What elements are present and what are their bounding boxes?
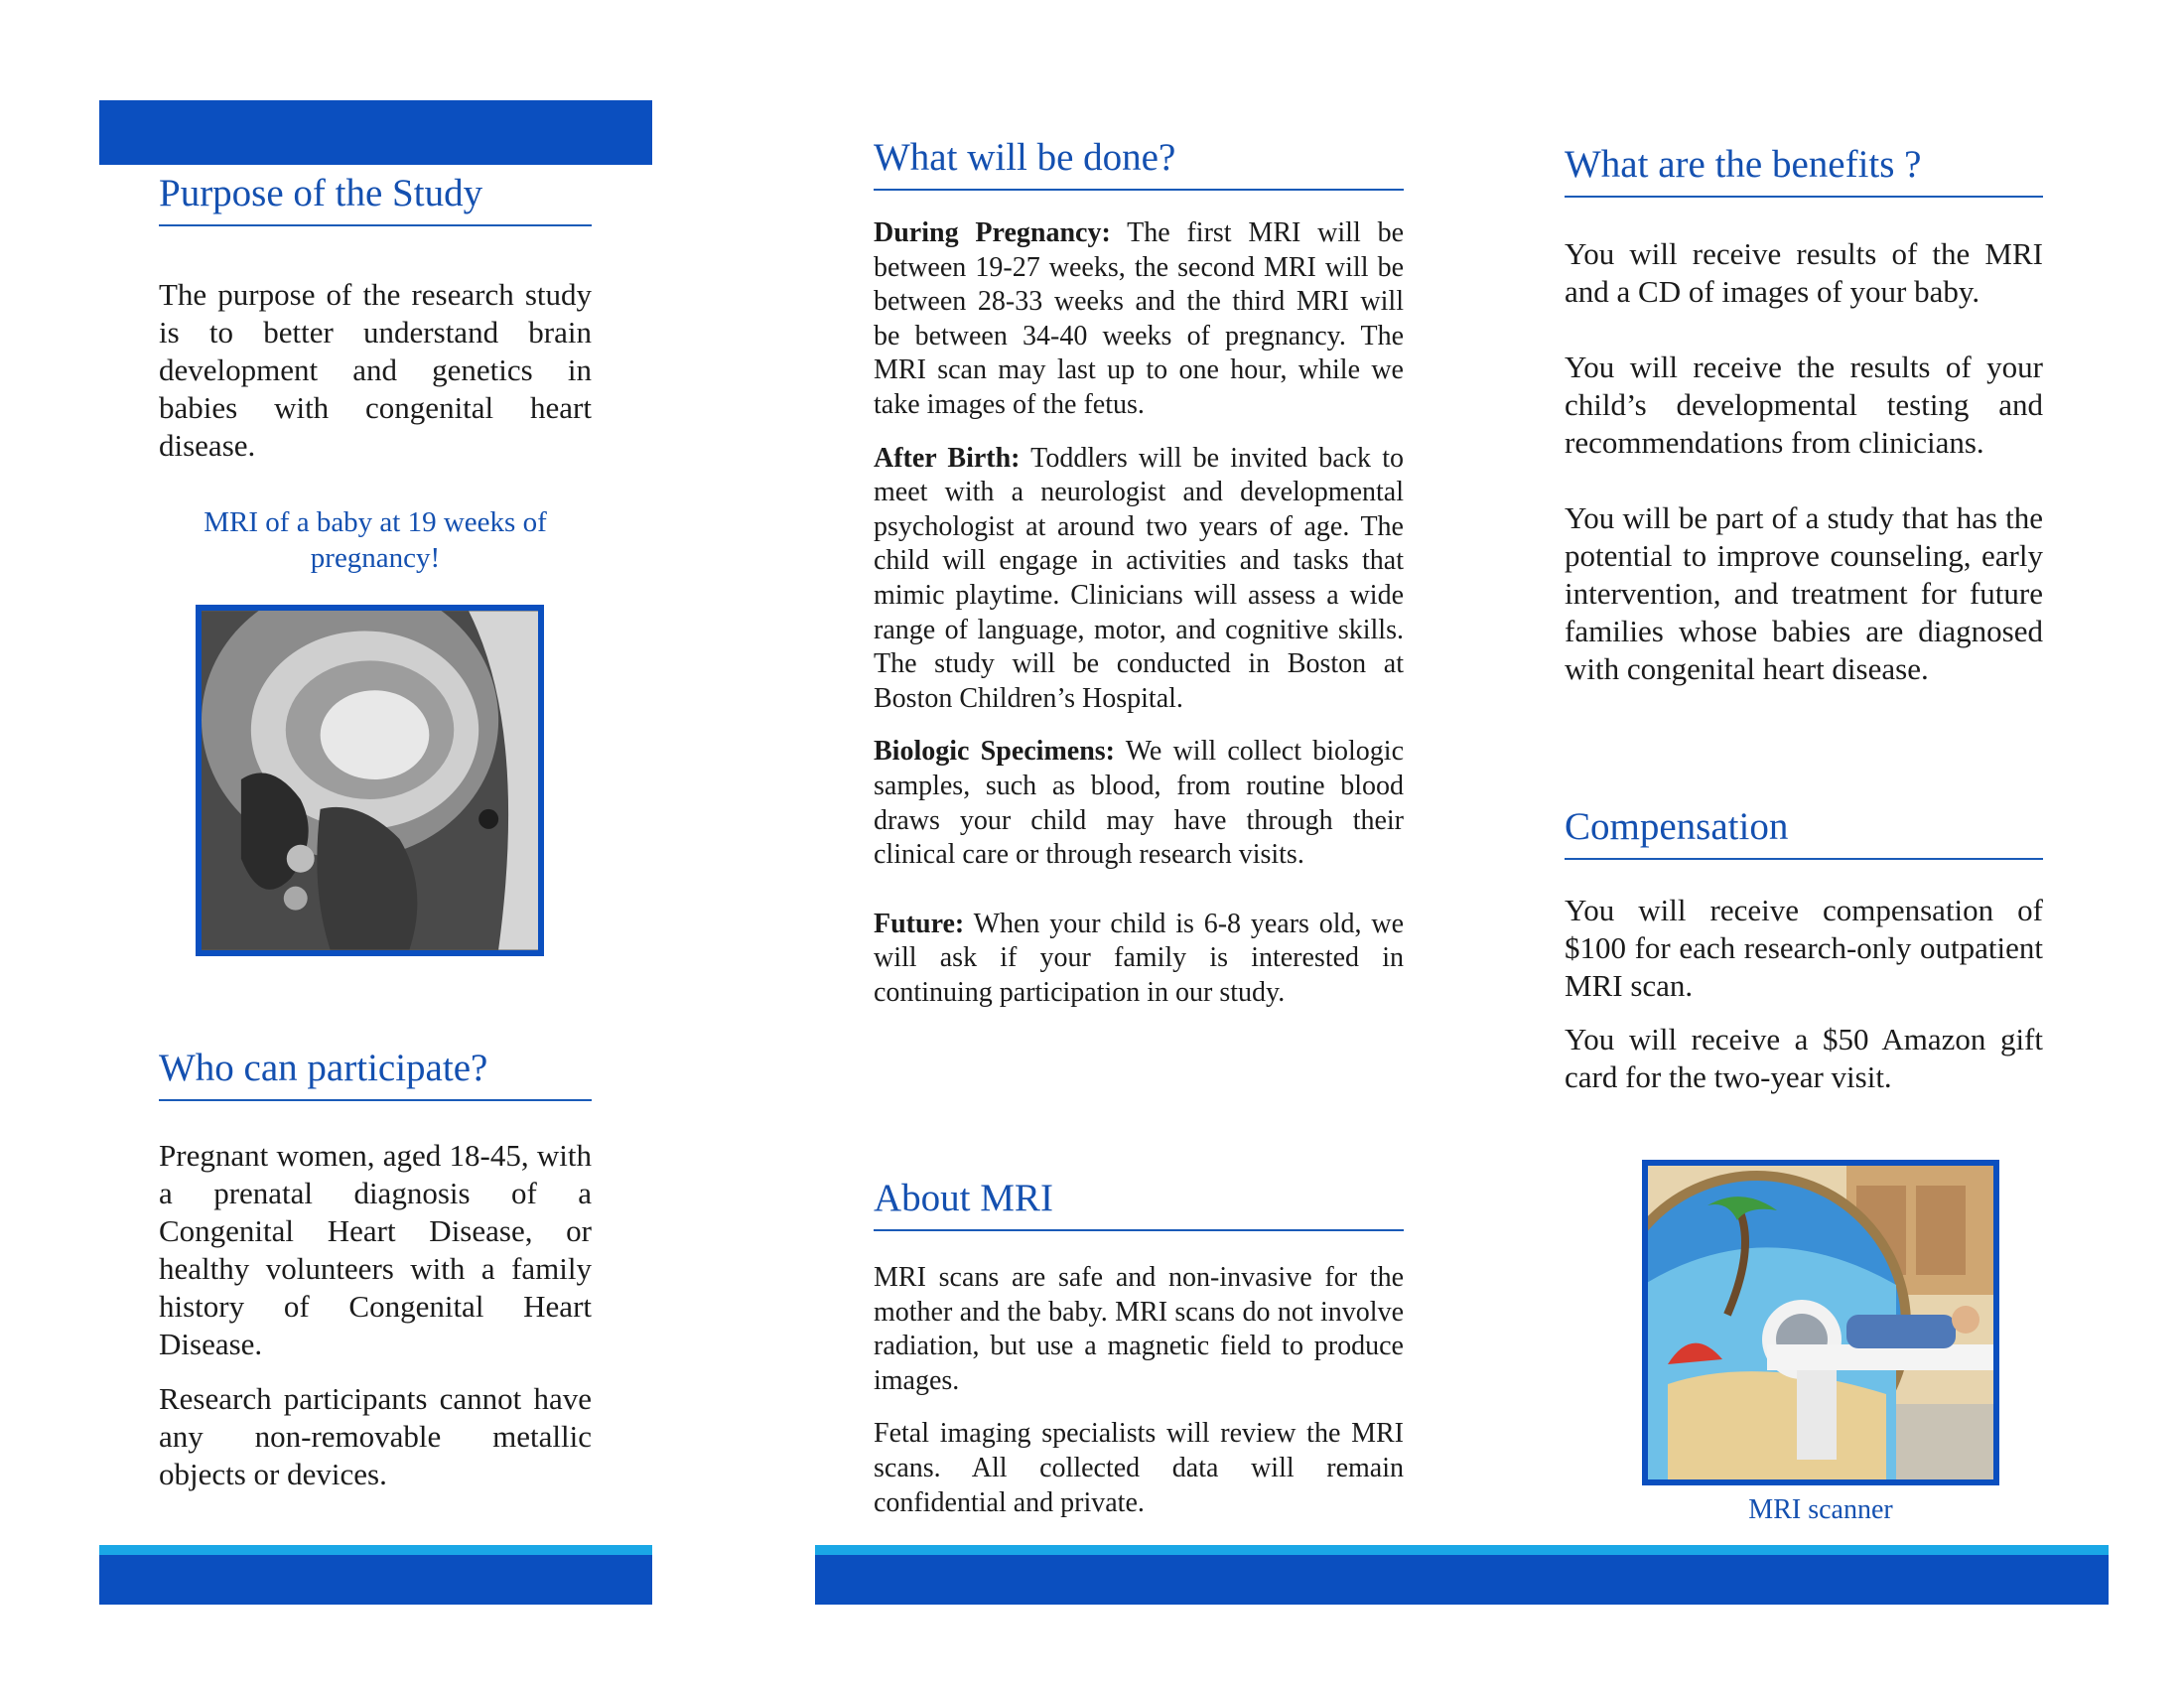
after-birth-paragraph [874,442,1404,717]
purpose-heading: Purpose of the Study [159,171,592,226]
after-birth-label: After Birth: [874,442,1021,474]
who-section [159,1046,592,1493]
future-label: Future: [874,908,965,939]
about-body-2: Fetal imaging specialists will review the MRI scans. All collected data will remain confidential and private. [874,1418,1404,1518]
fetal-mri-image [196,605,544,956]
pregnancy-paragraph [874,216,1404,423]
left-column [159,171,592,576]
about-heading: About MRI [874,1176,1404,1231]
after-birth-text: Toddlers will be invited back to meet with a neurologist and developmental psychologist at around two years of age. The child will engage in activities and tasks that mimic playtime. Clinicians will assess a wide range of language, motor, and cognitive skills. The study will be conducted in Boston at Boston Children’s Hospital. [874,442,1404,714]
mri-caption-line1: MRI of a baby at 19 weeks of [204,506,547,538]
done-heading: What will be done? [874,135,1404,191]
mri-caption-line2: pregnancy! [310,542,441,574]
top-left-banner [99,100,652,165]
mri-caption [159,504,592,576]
right-column [1565,142,2043,688]
who-heading: Who can participate? [159,1046,592,1101]
biologic-label: Biologic Specimens: [874,736,1115,768]
compensation-body-2: You will receive a $50 Amazon gift card for the two-year visit. [1565,1022,2043,1094]
compensation-section [1565,804,2043,1096]
middle-column [874,135,1404,1010]
bottom-left-banner [99,1555,652,1605]
benefits-body-2: You will receive the results of your child’s developmental testing and recommendations from clinicians. [1565,350,2043,460]
compensation-body-1: You will receive compensation of $100 for each research-only outpatient MRI scan. [1565,893,2043,1003]
biologic-paragraph [874,735,1404,872]
benefits-body-3: You will be part of a study that has the potential to improve counseling, early intervention, and treatment for future families whose babies are diagnosed with congenital heart disease. [1565,500,2043,686]
biologic-text: We will collect biologic samples, such as blood, from routine blood draws your child may have through their clinical care or through research visits. [874,736,1404,871]
who-body-1: Pregnant women, aged 18-45, with a prenatal diagnosis of a Congenital Heart Disease, or healthy volunteers with a family history of Congenital Heart Disease. [159,1138,592,1361]
benefits-heading: What are the benefits ? [1565,142,2043,198]
who-body-2: Research participants cannot have any non-removable metallic objects or devices. [159,1381,592,1491]
pregnancy-label: During Pregnancy: [874,217,1111,248]
compensation-heading: Compensation [1565,804,2043,860]
future-text: When your child is 6-8 years old, we will ask if your family is interested in continuing participation in our study. [874,908,1405,1008]
purpose-body: The purpose of the research study is to better understand brain development and genetics in babies with congenital heart disease. [159,277,592,463]
bottom-right-banner [815,1555,2109,1605]
about-section [874,1176,1404,1520]
bottom-right-accent-bar [815,1545,2109,1555]
pregnancy-text: The first MRI will be between 19-27 weeks, the second MRI will be between 28-33 weeks and the third MRI will be between 34-40 weeks of pregnancy. The MRI scan may last up to one hour, while we take images of the fetus. [874,217,1404,420]
bottom-left-accent-bar [99,1545,652,1555]
about-body-1: MRI scans are safe and non-invasive for the mother and the baby. MRI scans do not involve radiation, but use a magnetic field to produce images. [874,1262,1404,1396]
benefits-body-1: You will receive results of the MRI and a CD of images of your baby. [1565,236,2043,309]
scanner-caption: MRI scanner [1748,1494,1893,1525]
future-paragraph [874,908,1404,1011]
mri-scanner-image [1642,1160,1999,1485]
